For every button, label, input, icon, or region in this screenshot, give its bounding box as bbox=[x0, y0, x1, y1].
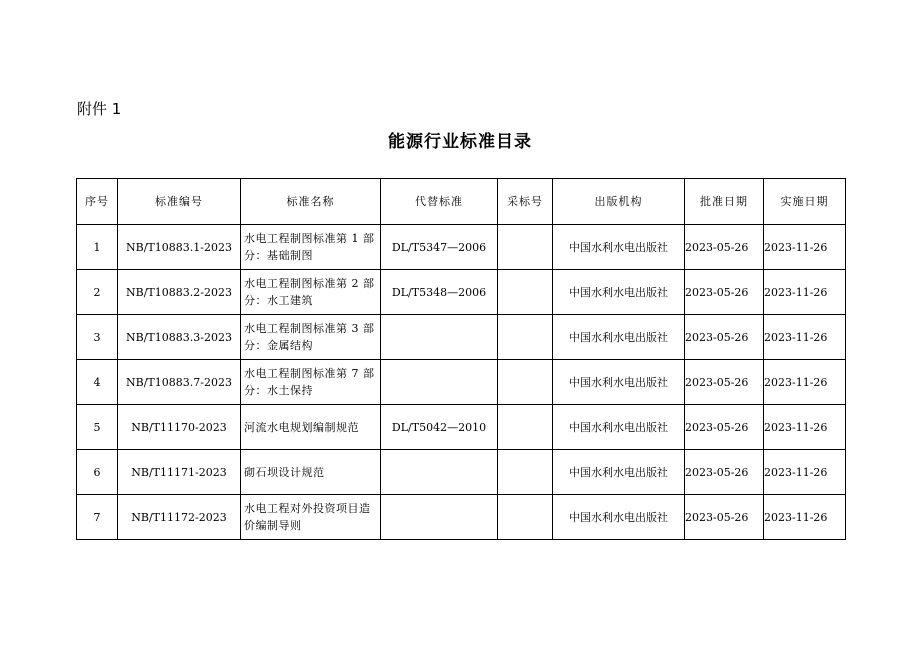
table-row bbox=[77, 270, 846, 315]
standards-table bbox=[76, 178, 846, 540]
cell-effective-date: 2023-11-26 bbox=[764, 225, 846, 270]
cell-name: 水电工程制图标准第 2 部分：水工建筑 bbox=[241, 270, 381, 315]
cell-code: NB/T11170-2023 bbox=[118, 405, 241, 450]
header-cell-replaces: 代替标准 bbox=[381, 179, 498, 225]
cell-adopted bbox=[498, 315, 553, 360]
cell-replaces: DL/T5348—2006 bbox=[381, 270, 498, 315]
table-body bbox=[77, 225, 846, 540]
attachment-label: 附件 1 bbox=[77, 100, 122, 118]
cell-publisher: 中国水利水电出版社 bbox=[553, 495, 685, 540]
table-header-row bbox=[77, 179, 846, 225]
cell-effective-date: 2023-11-26 bbox=[764, 270, 846, 315]
header-cell-effective-date: 实施日期 bbox=[764, 179, 846, 225]
header-cell-approval-date: 批准日期 bbox=[685, 179, 764, 225]
cell-name: 水电工程对外投资项目造价编制导则 bbox=[241, 495, 381, 540]
cell-index: 1 bbox=[77, 225, 118, 270]
cell-publisher: 中国水利水电出版社 bbox=[553, 270, 685, 315]
header-cell-adopted: 采标号 bbox=[498, 179, 553, 225]
header-cell-name: 标准名称 bbox=[241, 179, 381, 225]
cell-effective-date: 2023-11-26 bbox=[764, 405, 846, 450]
cell-replaces bbox=[381, 315, 498, 360]
cell-publisher: 中国水利水电出版社 bbox=[553, 405, 685, 450]
table-row bbox=[77, 405, 846, 450]
cell-publisher: 中国水利水电出版社 bbox=[553, 450, 685, 495]
cell-adopted bbox=[498, 270, 553, 315]
cell-code: NB/T11172-2023 bbox=[118, 495, 241, 540]
cell-replaces: DL/T5347—2006 bbox=[381, 225, 498, 270]
table-row bbox=[77, 495, 846, 540]
cell-code: NB/T11171-2023 bbox=[118, 450, 241, 495]
cell-effective-date: 2023-11-26 bbox=[764, 360, 846, 405]
table-row bbox=[77, 225, 846, 270]
cell-replaces: DL/T5042—2010 bbox=[381, 405, 498, 450]
cell-effective-date: 2023-11-26 bbox=[764, 315, 846, 360]
cell-adopted bbox=[498, 360, 553, 405]
cell-name: 砌石坝设计规范 bbox=[241, 450, 381, 495]
cell-adopted bbox=[498, 405, 553, 450]
cell-replaces bbox=[381, 450, 498, 495]
cell-publisher: 中国水利水电出版社 bbox=[553, 315, 685, 360]
cell-approval-date: 2023-05-26 bbox=[685, 495, 764, 540]
cell-index: 5 bbox=[77, 405, 118, 450]
document-title: 能源行业标准目录 bbox=[388, 132, 532, 152]
cell-index: 6 bbox=[77, 450, 118, 495]
cell-code: NB/T10883.7-2023 bbox=[118, 360, 241, 405]
cell-effective-date: 2023-11-26 bbox=[764, 450, 846, 495]
cell-name: 水电工程制图标准第 7 部分：水土保持 bbox=[241, 360, 381, 405]
cell-index: 7 bbox=[77, 495, 118, 540]
table-row bbox=[77, 360, 846, 405]
cell-approval-date: 2023-05-26 bbox=[685, 315, 764, 360]
cell-effective-date: 2023-11-26 bbox=[764, 495, 846, 540]
cell-replaces bbox=[381, 495, 498, 540]
cell-approval-date: 2023-05-26 bbox=[685, 225, 764, 270]
cell-index: 4 bbox=[77, 360, 118, 405]
cell-approval-date: 2023-05-26 bbox=[685, 450, 764, 495]
cell-code: NB/T10883.3-2023 bbox=[118, 315, 241, 360]
cell-approval-date: 2023-05-26 bbox=[685, 270, 764, 315]
cell-adopted bbox=[498, 225, 553, 270]
cell-code: NB/T10883.2-2023 bbox=[118, 270, 241, 315]
table-row bbox=[77, 315, 846, 360]
header-cell-code: 标准编号 bbox=[118, 179, 241, 225]
header-cell-index: 序号 bbox=[77, 179, 118, 225]
cell-index: 2 bbox=[77, 270, 118, 315]
cell-approval-date: 2023-05-26 bbox=[685, 405, 764, 450]
cell-index: 3 bbox=[77, 315, 118, 360]
cell-approval-date: 2023-05-26 bbox=[685, 360, 764, 405]
cell-name: 河流水电规划编制规范 bbox=[241, 405, 381, 450]
table-row bbox=[77, 450, 846, 495]
cell-code: NB/T10883.1-2023 bbox=[118, 225, 241, 270]
cell-publisher: 中国水利水电出版社 bbox=[553, 360, 685, 405]
cell-publisher: 中国水利水电出版社 bbox=[553, 225, 685, 270]
cell-replaces bbox=[381, 360, 498, 405]
cell-adopted bbox=[498, 450, 553, 495]
header-cell-publisher: 出版机构 bbox=[553, 179, 685, 225]
cell-name: 水电工程制图标准第 1 部分：基础制图 bbox=[241, 225, 381, 270]
cell-adopted bbox=[498, 495, 553, 540]
cell-name: 水电工程制图标准第 3 部分：金属结构 bbox=[241, 315, 381, 360]
